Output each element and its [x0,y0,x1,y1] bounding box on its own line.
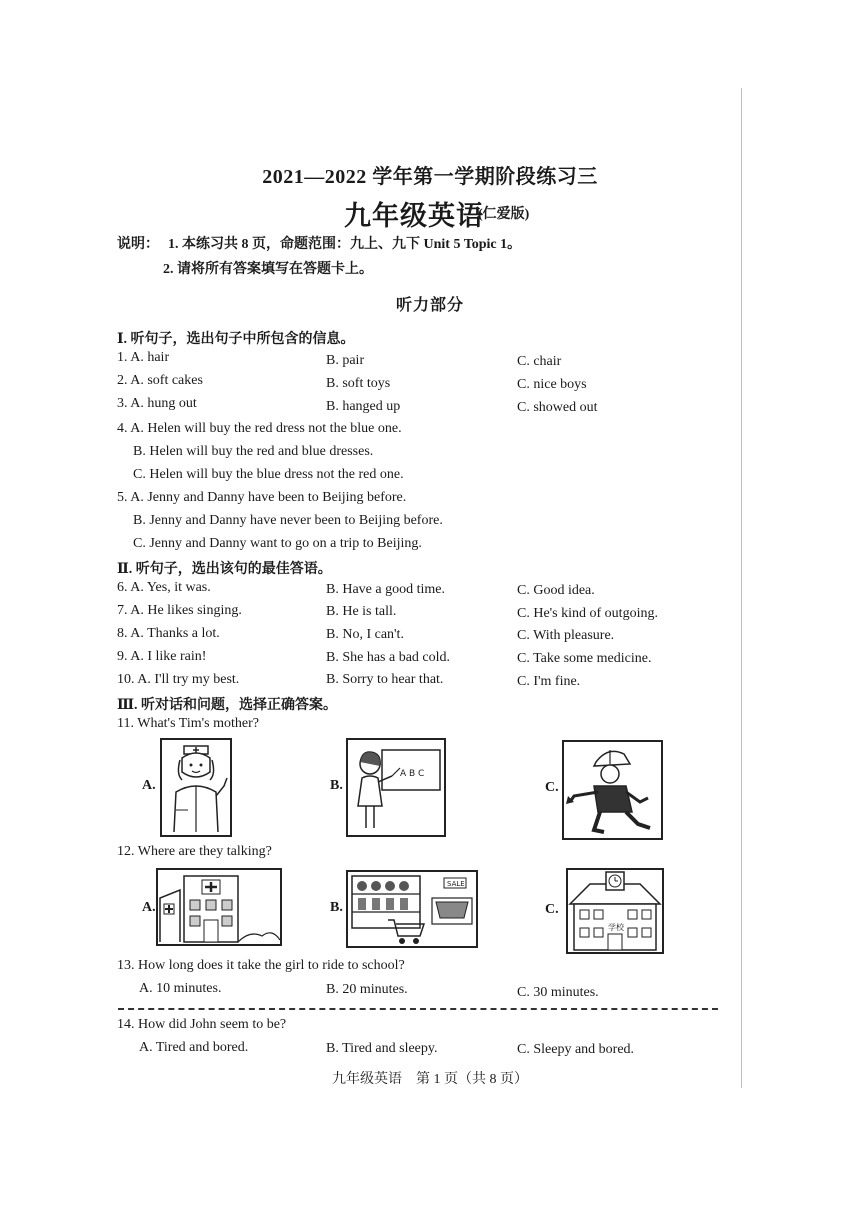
q3-option-c: C. showed out [517,400,598,415]
q8-option-a: 8. A. Thanks a lot. [117,626,220,641]
part-title: 听力部分 [395,297,464,314]
q12-label-c: C. [545,902,559,917]
q13-option-c: C. 30 minutes. [517,985,599,1000]
section-3-title: Ⅲ. 听对话和问题，选择正确答案。 [117,698,338,713]
q14-option-a: A. Tired and bored. [139,1040,249,1055]
q14-stem: 14. How did John seem to be? [117,1017,287,1032]
teacher-icon [348,740,444,835]
hospital-picture [156,868,282,946]
firefighter-picture [562,740,663,840]
q12-stem: 12. Where are they talking? [117,844,272,859]
q11-stem: 11. What's Tim's mother? [117,716,259,731]
q6-option-a: 6. A. Yes, it was. [117,580,211,595]
nurse-icon [162,740,230,835]
q6-option-b: B. Have a good time. [326,582,445,597]
q13-stem: 13. How long does it take the girl to ride to school? [117,958,405,973]
q7-option-a: 7. A. He likes singing. [117,603,242,618]
q13-option-a: A. 10 minutes. [139,981,222,996]
exam-title: 2021—2022 学年第一学期阶段练习三 [262,166,598,188]
q9-option-c: C. Take some medicine. [517,651,652,666]
teacher-picture [346,738,446,837]
q11-label-b: B. [330,778,343,793]
q5-option-c: C. Jenny and Danny want to go on a trip to Beijing. [133,536,422,551]
q7-option-b: B. He is tall. [326,604,397,619]
q5-option-b: B. Jenny and Danny have never been to Beijing before. [133,513,443,528]
edition-label: (仁爱版) [478,207,530,222]
q8-option-c: C. With pleasure. [517,628,615,643]
q8-option-b: B. No, I can't. [326,627,404,642]
q12-label-a: A. [142,900,156,915]
q9-option-b: B. She has a bad cold. [326,650,451,665]
q9-option-a: 9. A. I like rain! [117,649,207,664]
school-icon [568,870,662,952]
supermarket-icon [348,872,476,946]
nurse-picture [160,738,232,837]
subject-title: 九年级英语 [344,201,484,231]
section-1-title: Ⅰ. 听句子，选出句子中所包含的信息。 [117,332,355,347]
q11-label-c: C. [545,780,559,795]
scan-edge-line [741,88,742,1088]
q1-option-b: B. pair [326,353,365,368]
school-sign: 学校 [608,923,624,932]
q2-option-b: B. soft toys [326,376,391,391]
note-1: 1. 本练习共 8 页，命题范围：九上、九下 Unit 5 Topic 1。 [168,237,522,252]
q1-option-a: 1. A. hair [117,350,170,365]
school-picture [566,868,664,954]
q7-option-c: C. He's kind of outgoing. [517,606,658,621]
q13-option-b: B. 20 minutes. [326,982,408,997]
shop-sign: SALE [447,880,465,888]
cut-line-divider [118,1008,718,1010]
note-2: 2. 请将所有答案填写在答题卡上。 [163,262,373,277]
note-label: 说明： [117,237,159,252]
q10-option-b: B. Sorry to hear that. [326,672,444,687]
q4-option-c: C. Helen will buy the blue dress not the red one. [133,467,404,482]
q2-option-c: C. nice boys [517,377,587,392]
q2-option-a: 2. A. soft cakes [117,373,203,388]
q14-option-b: B. Tired and sleepy. [326,1041,438,1056]
page-footer: 九年级英语 第 1 页（共 8 页） [332,1072,528,1087]
q3-option-b: B. hanged up [326,399,401,414]
q6-option-c: C. Good idea. [517,583,595,598]
q3-option-a: 3. A. hung out [117,396,197,411]
q1-option-c: C. chair [517,354,562,369]
q4-option-a: 4. A. Helen will buy the red dress not the blue one. [117,421,402,436]
board-text: A B C [400,769,425,779]
q4-option-b: B. Helen will buy the red and blue dresses. [133,444,374,459]
hospital-icon [158,870,280,944]
q5-option-a: 5. A. Jenny and Danny have been to Beijing before. [117,490,407,505]
q11-label-a: A. [142,778,156,793]
q12-label-b: B. [330,900,343,915]
q10-option-c: C. I'm fine. [517,674,581,689]
q10-option-a: 10. A. I'll try my best. [117,672,240,687]
supermarket-picture [346,870,478,948]
firefighter-icon [564,742,661,838]
q14-option-c: C. Sleepy and bored. [517,1042,635,1057]
section-2-title: Ⅱ. 听句子，选出该句的最佳答语。 [117,562,332,577]
